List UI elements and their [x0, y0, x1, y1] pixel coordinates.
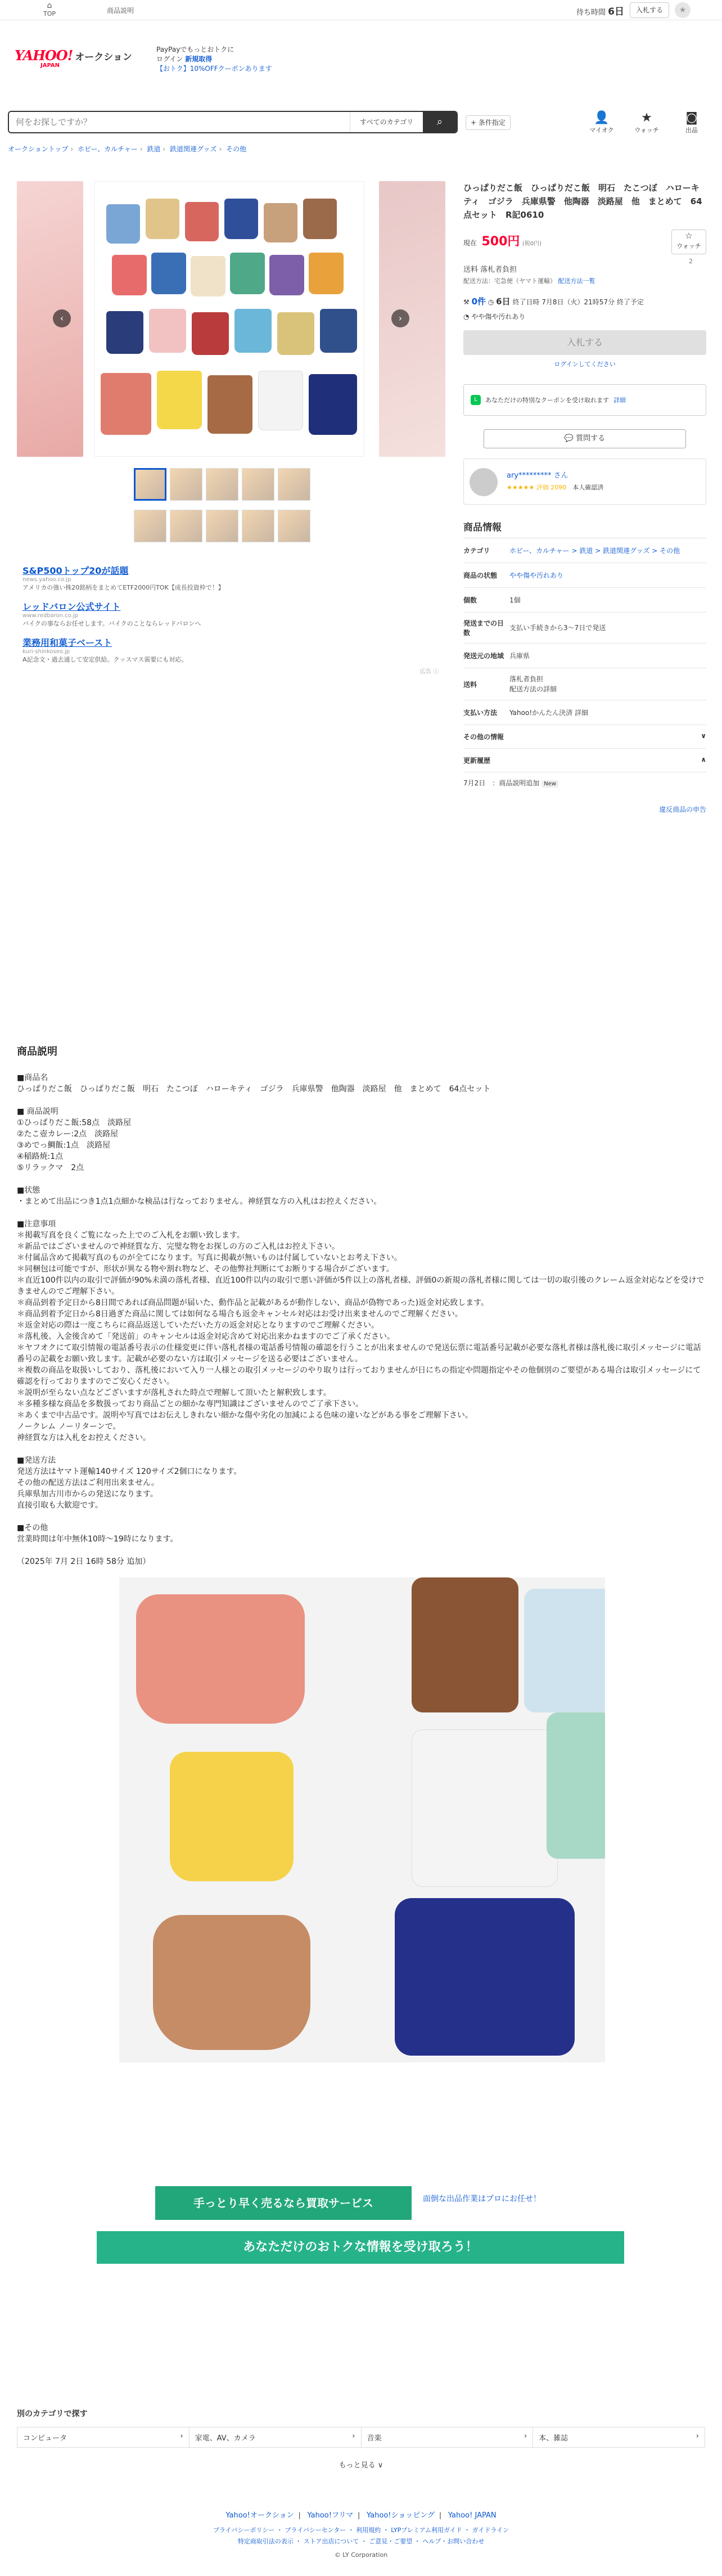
info-row: 送料 落札者負担 配送方法の詳細	[463, 668, 706, 700]
home-icon: ⌂	[47, 1, 52, 10]
category-item[interactable]: 本、雑誌 ›	[533, 2427, 705, 2448]
desc-block: ■ 商品説明 ①ひっぱりだこ飯:58点 淡路屋 ②たこ壺カレー:2点 淡路屋 ③めでっ鯛飯:1点 淡路屋 ④稲路焼:1点 ⑤リラックマ 2点	[17, 1107, 132, 1172]
bid-count[interactable]: 0件	[471, 296, 486, 307]
image-gallery	[17, 181, 445, 457]
thumbnail[interactable]	[134, 468, 166, 501]
utility-bar	[0, 0, 722, 20]
report-violation-link[interactable]: 違反商品の申告	[658, 806, 706, 813]
desc-block: ■その他 営業時間は年中無休10時〜19時になります。	[17, 1523, 178, 1544]
footer-policy-links[interactable]: プライバシーポリシー ・ プライバシーセンター ・ 利用規約 ・ LYPプレミアム利用ガイド ・ ガイドライン	[213, 2526, 509, 2534]
question-button[interactable]: 💬 質問する	[484, 429, 686, 448]
buyback-side-link[interactable]: 面倒な出品作業はプロにお任せ！	[423, 2195, 541, 2204]
desc-date: （2025年 7月 2日 16時 58分 追加）	[17, 1557, 151, 1566]
breadcrumb-item[interactable]: ホビー、カルチャー	[78, 145, 138, 153]
footer	[0, 2509, 722, 2559]
ad-item[interactable]: 業務用和菓子ベースト kuri-shinkoseo.jp A記念文・過去通して安定供給。クッスマス需要にも対応。	[22, 637, 188, 663]
description-photo	[119, 1577, 605, 2062]
condition-label: ◔ やや傷や汚れあり	[463, 313, 526, 321]
avatar	[470, 468, 498, 496]
search-box	[8, 111, 458, 133]
bid-button[interactable]: 入札する	[463, 330, 706, 355]
watch-button[interactable]: ☆ ウォッチ	[671, 230, 706, 254]
condition-link[interactable]: やや傷や汚れあり	[509, 571, 564, 579]
seller-name[interactable]: ary********* さん	[507, 471, 568, 480]
info-row: 支払い方法 Yahoo!かんたん決済 詳細	[463, 700, 706, 725]
desc-block: ■注意事項 ＊掲載写真を良くご覧になった上でのご入札をお願い致します。 ＊新品ではございませんので神経質な方、完璧な物をお探しの方のご入札はお控え下さい。 ＊付属品含めて掲載写真のものが全てになります。写真に掲載が無いものは付属していないとお考え下さい。 ＊同梱包は可能ですが、形状が異なる物や割れ物など、その他弊社判断にてお断りする場合がございます。 ＊直近100件以内の取引で評価が90%未満の落札者様、直近100件以内の取引で悪い評価が5件以上の落札者様、評価0の新規の落札者様に関しては一切の取引後のクレーム返金対応などを受けできませんのでご理解下さい。 ＊商品到着予定日から8日間であれば商品問題が届いた、動作品と記載があるが動作しない、商品が偽物であった)返金対応致します。 ＊商品到着予定日から8日過ぎた商品に関しては如何なる場合も返金キャンセル対応はお受け出来ませんのでご理解ください。 ＊返金対応の際は一度こちらに商品返送していただいた方の返金対応となりますのでご理解ください。 ＊落札後、入金後含めて「発送前」のキャンセルは返金対応含めて対応出来かねますのでご了承ください。 ＊ヤフオクにて取引情報の電話番号表示の仕様変更に伴い落札者様の電話番号情報の確認を行うことが出来ませんので発送伝票に電話番号記載が必要な落札者様は落札後に取引メッセージに電話番号の記載をお願い致します。記載が必要のない方は取引メッセージを送る必要はございません。 ＊複数の商品を取扱いしており、落札後において入り一人様との取引メッセージのやり取りは行っておりませんが日にちの指定や問題指定やその他個別のご要望がある場合は取引メッセージにて確認を行っておりますのでご安心ください。 ＊説明が至らない点などございますが落札された時点で理解して頂いたと解釈致します。 ＊多種多様な商品を多数扱っており商品ごとの細かな専門知識はございませんのでご了承下さい。 ＊あくまで中古品です。説明や写真ではお伝えしきれない細かな傷や劣化の加減による色味の違いなどがある事をご理解下さい。 ノークレム ノーリターンで。 神経質な方は入札をお控えください。	[17, 1220, 705, 1442]
star-icon: ☆	[685, 231, 693, 241]
chat-icon: 💬	[564, 434, 574, 443]
info-row: 発送までの日数 支払い手続きから3〜7日で発送	[463, 613, 706, 644]
item-info-heading: 商品情報	[463, 519, 706, 538]
thumbnail[interactable]	[278, 510, 310, 542]
desc-block: ■発送方法 発送方法はヤマト運輸140サイズ 120サイズ2個口になります。 その他の配送方法はご利用出来ません。 兵庫県加古川市からの発送になります。 直接引取も大歓迎です。	[17, 1456, 242, 1510]
thumbnail[interactable]	[278, 468, 310, 501]
login-link[interactable]: ログインしてください	[554, 361, 616, 368]
footer-help-links[interactable]: 特定商取引法の表示 ・ ストア出店について ・ ご意見・ご要望 ・ ヘルプ・お問い合わせ	[237, 2538, 485, 2545]
next-image-preview[interactable]	[379, 181, 445, 457]
star-icon: ★	[641, 111, 652, 125]
chevron-right-icon: ›	[696, 2432, 699, 2440]
myauction-button[interactable]: 👤 マイオク	[587, 111, 616, 134]
section-label: 商品説明	[107, 7, 134, 15]
footer-links: Yahoo!オークション | Yahoo!フリマ | Yahoo!ショッピング | Yahoo! JAPAN	[225, 2511, 497, 2520]
category-item[interactable]: 音楽 ›	[362, 2427, 534, 2448]
breadcrumb-item[interactable]: 鉄道関連グッズ	[170, 145, 217, 153]
shipping-methods-link[interactable]: 配送方法一覧	[558, 277, 595, 285]
camera-icon: ◙	[685, 111, 698, 125]
new-badge: New	[542, 780, 558, 788]
end-time: 終了日時 7月8日（火）21時57分 終了予定	[512, 298, 644, 306]
time-remaining: 6日	[496, 296, 511, 307]
coupon-promo-link[interactable]: 【おトク】10%OFFクーポンあります	[156, 65, 272, 73]
yahoo-auction-logo[interactable]: YAHOO! オークション JAPAN	[15, 47, 132, 69]
sell-button[interactable]: ◙ 出品	[677, 111, 706, 134]
footer-link[interactable]: Yahoo!ショッピング	[367, 2511, 435, 2520]
ad-item[interactable]: レッドバロン公式サイト www.redbaron.co.jp バイクの事ならお任せします。バイクのことならレッドバロンへ	[22, 601, 201, 627]
item-title: ひっぱりだこ飯 ひっぱりだこ飯 明石 たこつぼ ハローキティ ゴジラ 兵庫県警 他陶器 淡路屋 他 まとめて 64点セット R記0610	[463, 183, 702, 220]
watchlist-button[interactable]: ★ ウォッチ	[632, 111, 661, 134]
search-icon: ⌕	[436, 116, 443, 128]
history-entry: 7月2日 ：商品説明追加 New	[463, 772, 706, 793]
chevron-right-icon: ›	[352, 2432, 355, 2440]
prev-image-preview[interactable]	[17, 181, 83, 457]
description-section	[17, 1046, 706, 2062]
breadcrumb-item[interactable]: その他	[226, 145, 247, 153]
show-more-button[interactable]: もっと見る ∨	[339, 2461, 383, 2470]
chevron-left-icon: ‹	[60, 313, 64, 323]
info-row: 個数 1個	[463, 588, 706, 613]
category-select[interactable]: すべてのカテゴリ	[350, 112, 423, 132]
info-row: 発送元の地域 兵庫県	[463, 644, 706, 668]
category-item[interactable]: コンピュータ ›	[17, 2427, 189, 2448]
ad-label[interactable]: 広告 ⓘ	[419, 669, 439, 675]
coupon-box[interactable]: L あなただけの特別なクーポンを受け取れます 詳細	[463, 384, 706, 416]
category-grid	[17, 2427, 705, 2448]
buyback-banner[interactable]: 手っとり早く売るなら買取サービス	[155, 2186, 412, 2220]
other-categories	[17, 2408, 705, 2470]
price-row: 現在 500円 (税0円) ☆ ウォッチ 2	[463, 232, 706, 254]
footer-link[interactable]: Yahoo!オークション	[225, 2511, 294, 2520]
chevron-right-icon: ›	[398, 313, 403, 323]
description-heading: 商品説明	[17, 1046, 57, 1058]
thumbnail[interactable]	[242, 510, 274, 542]
thumbnail[interactable]	[134, 510, 166, 542]
thumbnail[interactable]	[170, 510, 202, 542]
user-icon: 👤	[594, 111, 610, 125]
wait-time: 待ち時間 6日	[576, 6, 624, 17]
item-summary	[463, 181, 706, 814]
footer-link[interactable]: Yahoo! JAPAN	[448, 2511, 497, 2520]
header	[0, 20, 722, 99]
info-row: カテゴリ ホビー、カルチャー > 鉄道 > 鉄道関連グッズ > その他	[463, 538, 706, 563]
info-row: 商品の状態 やや傷や汚れあり	[463, 563, 706, 588]
top-bid-button[interactable]: 入札する	[630, 2, 669, 18]
gavel-icon: ⚒	[463, 298, 470, 306]
coupon-detail-link[interactable]: 詳細	[613, 397, 626, 404]
main-product-image[interactable]	[94, 181, 364, 457]
other-info-toggle[interactable]: その他の情報 ∨	[463, 725, 706, 749]
promo-text: PayPayでもっとおトクに ログイン 新規取得 【おトク】10%OFFクーポンあります	[156, 46, 272, 73]
utility-right	[576, 2, 691, 18]
thumbnail[interactable]	[170, 468, 202, 501]
seller-rating: ★★★★★ 評価 2090	[507, 484, 567, 491]
verified-badge: 本人確認済	[572, 484, 604, 491]
advanced-search-button[interactable]: + 条件指定	[466, 115, 511, 130]
seller-card[interactable]	[463, 458, 706, 505]
thumbnail[interactable]	[206, 468, 238, 501]
ad-block	[22, 564, 439, 675]
footer-link[interactable]: Yahoo!フリマ	[307, 2511, 354, 2520]
thumbnail[interactable]	[242, 468, 274, 501]
categories-heading: 別のカテゴリで探す	[17, 2409, 88, 2418]
search-button[interactable]	[423, 112, 457, 132]
bid-stats	[463, 295, 706, 307]
history-toggle[interactable]: 更新履歴 ∧	[463, 749, 706, 772]
breadcrumb: オークショントップ › ホビー、カルチャー › 鉄道 › 鉄道関連グッズ › その他	[8, 145, 247, 153]
signup-link[interactable]: 新規取得	[185, 55, 213, 63]
search-row	[8, 111, 714, 133]
watch-star-icon[interactable]: ★	[675, 2, 691, 18]
chevron-down-icon: ∨	[701, 732, 706, 740]
chevron-up-icon: ∧	[701, 756, 706, 763]
next-image-button[interactable]	[391, 309, 409, 327]
prev-image-button[interactable]	[53, 309, 71, 327]
thumbnail[interactable]	[206, 510, 238, 542]
chevron-right-icon: ›	[524, 2432, 527, 2440]
line-deals-banner[interactable]: あなただけのおトクな情報を受け取ろう！	[97, 2231, 624, 2264]
ad-item[interactable]: S&P500トップ20が話題 news.yahoo.co.jp アメリカの強い株20銘柄をまとめてETF2000円TOK【成長投資枠で！】	[22, 565, 224, 591]
watch-count: 2	[689, 258, 693, 265]
line-icon: L	[471, 395, 481, 405]
current-price: 500円	[481, 235, 520, 249]
search-input[interactable]	[9, 112, 350, 132]
desc-block: ■状態 ・まとめて出品につき1点1点細かな検品は行なっておりません。神経質な方の入札はお控えください。	[17, 1186, 382, 1206]
clock-icon: ◷	[488, 298, 494, 306]
copyright: © LY Corporation	[334, 2551, 388, 2559]
thumbnail-strip	[134, 468, 331, 551]
category-link[interactable]: ホビー、カルチャー > 鉄道 > 鉄道関連グッズ > その他	[509, 546, 680, 555]
info-icon: ◔	[463, 313, 470, 321]
top-link[interactable]	[33, 1, 66, 17]
breadcrumb-item[interactable]: オークショントップ	[8, 145, 69, 153]
category-item[interactable]: 家電、AV、カメラ ›	[189, 2427, 362, 2448]
desc-block: ■商品名 ひっぱりだこ飯 ひっぱりだこ飯 明石 たこつぼ ハローキティ ゴジラ 兵庫県警 他陶器 淡路屋 他 まとめて 64点セット	[17, 1073, 491, 1094]
shipping-info: 送料 落札者負担 配送方法：宅急便（ヤマト運輸） 配送方法一覧	[463, 266, 595, 285]
breadcrumb-item[interactable]: 鉄道	[147, 145, 161, 153]
chevron-right-icon: ›	[180, 2432, 183, 2440]
top-label: TOP	[43, 10, 56, 17]
header-icons	[587, 111, 706, 134]
